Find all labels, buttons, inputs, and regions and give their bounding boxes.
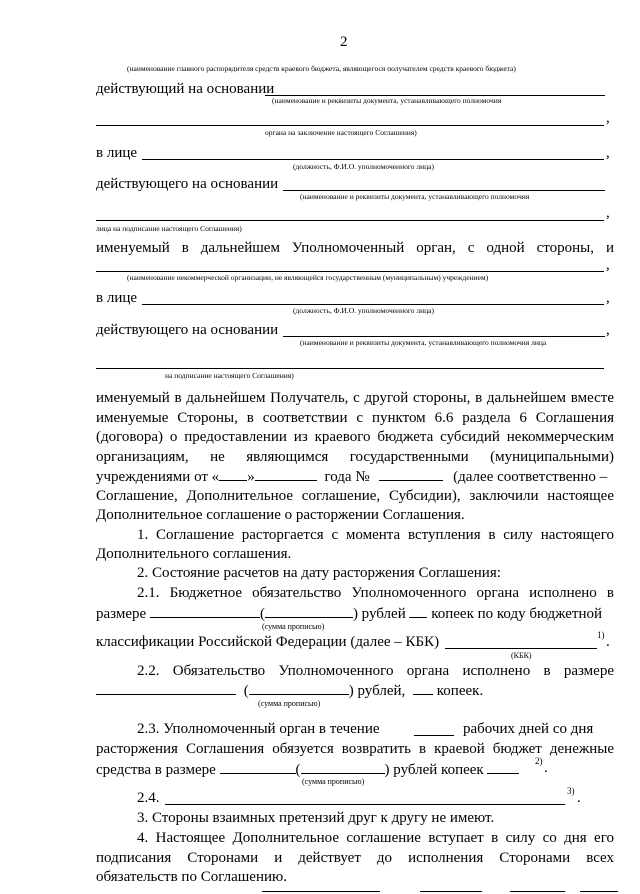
page-number: 2 [340,34,348,50]
comma: , [606,145,610,161]
caption-organization: (наименование некоммерческой организации, не являющейся государственным (муниципальным) учреждением) [127,273,489,282]
period: . [577,790,581,806]
blank-line [96,125,604,126]
intro-line-7: Дополнительное соглашение о расторжении Соглашения. [96,507,465,523]
blank-line [165,804,565,805]
header-caption: (наименование главного распорядителя средств краевого бюджета, являющегося получателем средств краевого бюджета) [127,64,516,73]
amount-words-blank [265,604,353,618]
blank-line [96,271,604,272]
caption-document-3b: на подписание настоящего Соглашения) [165,371,294,380]
comma: , [606,110,610,126]
point-2-1-line-1: 2.1. Бюджетное обязательство Уполномоченного органа исполнено в [137,585,614,601]
point-2-3-line-2: расторжения Соглашения обязуется возвратить в краевой бюджет денежные [96,741,614,757]
footnote-3: 3) [567,786,575,796]
point-2-3-line-1a: 2.3. Уполномоченный орган в течение [137,721,380,737]
intro-line-5: учреждениями от « » года № (далее соответственно – [96,469,608,485]
blank-line [142,304,604,305]
blank-line [96,368,604,369]
signature-line [580,891,618,892]
number-blank [379,467,443,481]
point-2-2-line-2: ( ) рублей, копеек. [96,681,483,700]
period: . [606,634,610,650]
point-2-1-line-3: классификации Российской Федерации (далее – КБК) [96,634,440,650]
point-2-2-line-1: 2.2. Обязательство Уполномоченного органа исполнено в размере [137,663,614,679]
point-4-line-3: обязательств по Соглашению. [96,869,287,885]
kopeks-blank [487,760,519,774]
point-3: 3. Стороны взаимных претензий друг к другу не имеют. [137,810,495,826]
point-1-line-1: 1. Соглашение расторгается с момента вступления в силу настоящего [137,527,614,543]
blank-line [142,159,604,160]
kopeks-blank [409,604,427,618]
acting-basis-label-2: действующего на основании [96,176,279,192]
amount-words-blank [249,681,349,695]
signature-line [262,891,380,892]
intro-line-1: именуемый в дальнейшем Получатель, с другой стороны, в дальнейшем вместе [96,390,614,406]
footnote-1: 1) [597,630,605,640]
days-blank [414,735,454,736]
in-person-label-2: в лице [96,290,138,306]
comma: , [606,205,610,221]
point-2-1-line-2: размере ( ) рублей копеек по коду бюджетной [96,606,603,622]
acting-basis-label-3: действующего на основании [96,322,279,338]
blank-line [283,190,605,191]
signature-line [510,891,565,892]
caption-sum-words-1: (сумма прописью) [262,622,325,631]
authorized-body-line: именуемый в дальнейшем Уполномоченный орган, с одной стороны, и [96,240,614,256]
signature-line [420,891,482,892]
intro-line-4: организациям, не являющимся государственными (муниципальными) [96,449,614,465]
intro-line-2: именуемые Стороны, в соответствии с пунктом 6.6 раздела 6 Соглашения [96,410,614,426]
comma: , [606,322,610,338]
amount-blank [150,604,260,618]
point-4-line-2: подписания Сторонами и действует до исполнения Сторонами всех [96,850,614,866]
caption-document-2: (наименование и реквизиты документа, устанавливающего полномочия [300,192,530,201]
point-2: 2. Состояние расчетов на дату расторжения Соглашения: [137,565,501,581]
day-blank [219,467,247,481]
caption-sum-words-2: (сумма прописью) [258,699,321,708]
footnote-2: 2) [535,756,543,766]
point-2-3-line-3: средства в размере ( ) рублей копеек [96,760,519,779]
acting-basis-label-1: действующий на основании [96,81,275,97]
amount-words-blank [301,760,385,774]
kbk-blank [445,648,597,649]
caption-kbk: (КБК) [511,651,532,660]
caption-position-2: (должность, Ф.И.О. уполномоченного лица) [293,306,434,315]
point-2-3-line-1b: рабочих дней со дня [463,721,594,737]
comma: , [606,290,610,306]
amount-blank [96,681,236,695]
comma: , [606,257,610,273]
caption-document-1: (наименование и реквизиты документа, устанавливающего полномочия [272,96,502,105]
period: . [544,760,548,776]
point-4-line-1: 4. Настоящее Дополнительное соглашение вступает в силу со дня его [137,830,614,846]
in-person-label-1: в лице [96,145,138,161]
amount-blank [220,760,296,774]
blank-line [283,336,605,337]
intro-line-3: (договора) о предоставлении из краевого бюджета субсидий некоммерческим [96,429,614,445]
caption-position-1: (должность, Ф.И.О. уполномоченного лица) [293,162,434,171]
blank-line [96,220,604,221]
kopeks-blank [413,681,433,695]
point-2-4-label: 2.4. [137,790,160,806]
intro-line-6: Соглашение, Дополнительное соглашение, Субсидии), заключили настоящее [96,488,614,504]
month-blank [255,467,317,481]
caption-sum-words-3: (сумма прописью) [302,777,365,786]
caption-document-1b: органа на заключение настоящего Соглашения) [265,128,417,137]
caption-document-2b: лица на подписание настоящего Соглашения) [96,224,242,233]
caption-document-3: (наименование и реквизиты документа, устанавливающего полномочия лица [300,338,547,347]
point-1-line-2: Дополнительного соглашения. [96,546,292,562]
